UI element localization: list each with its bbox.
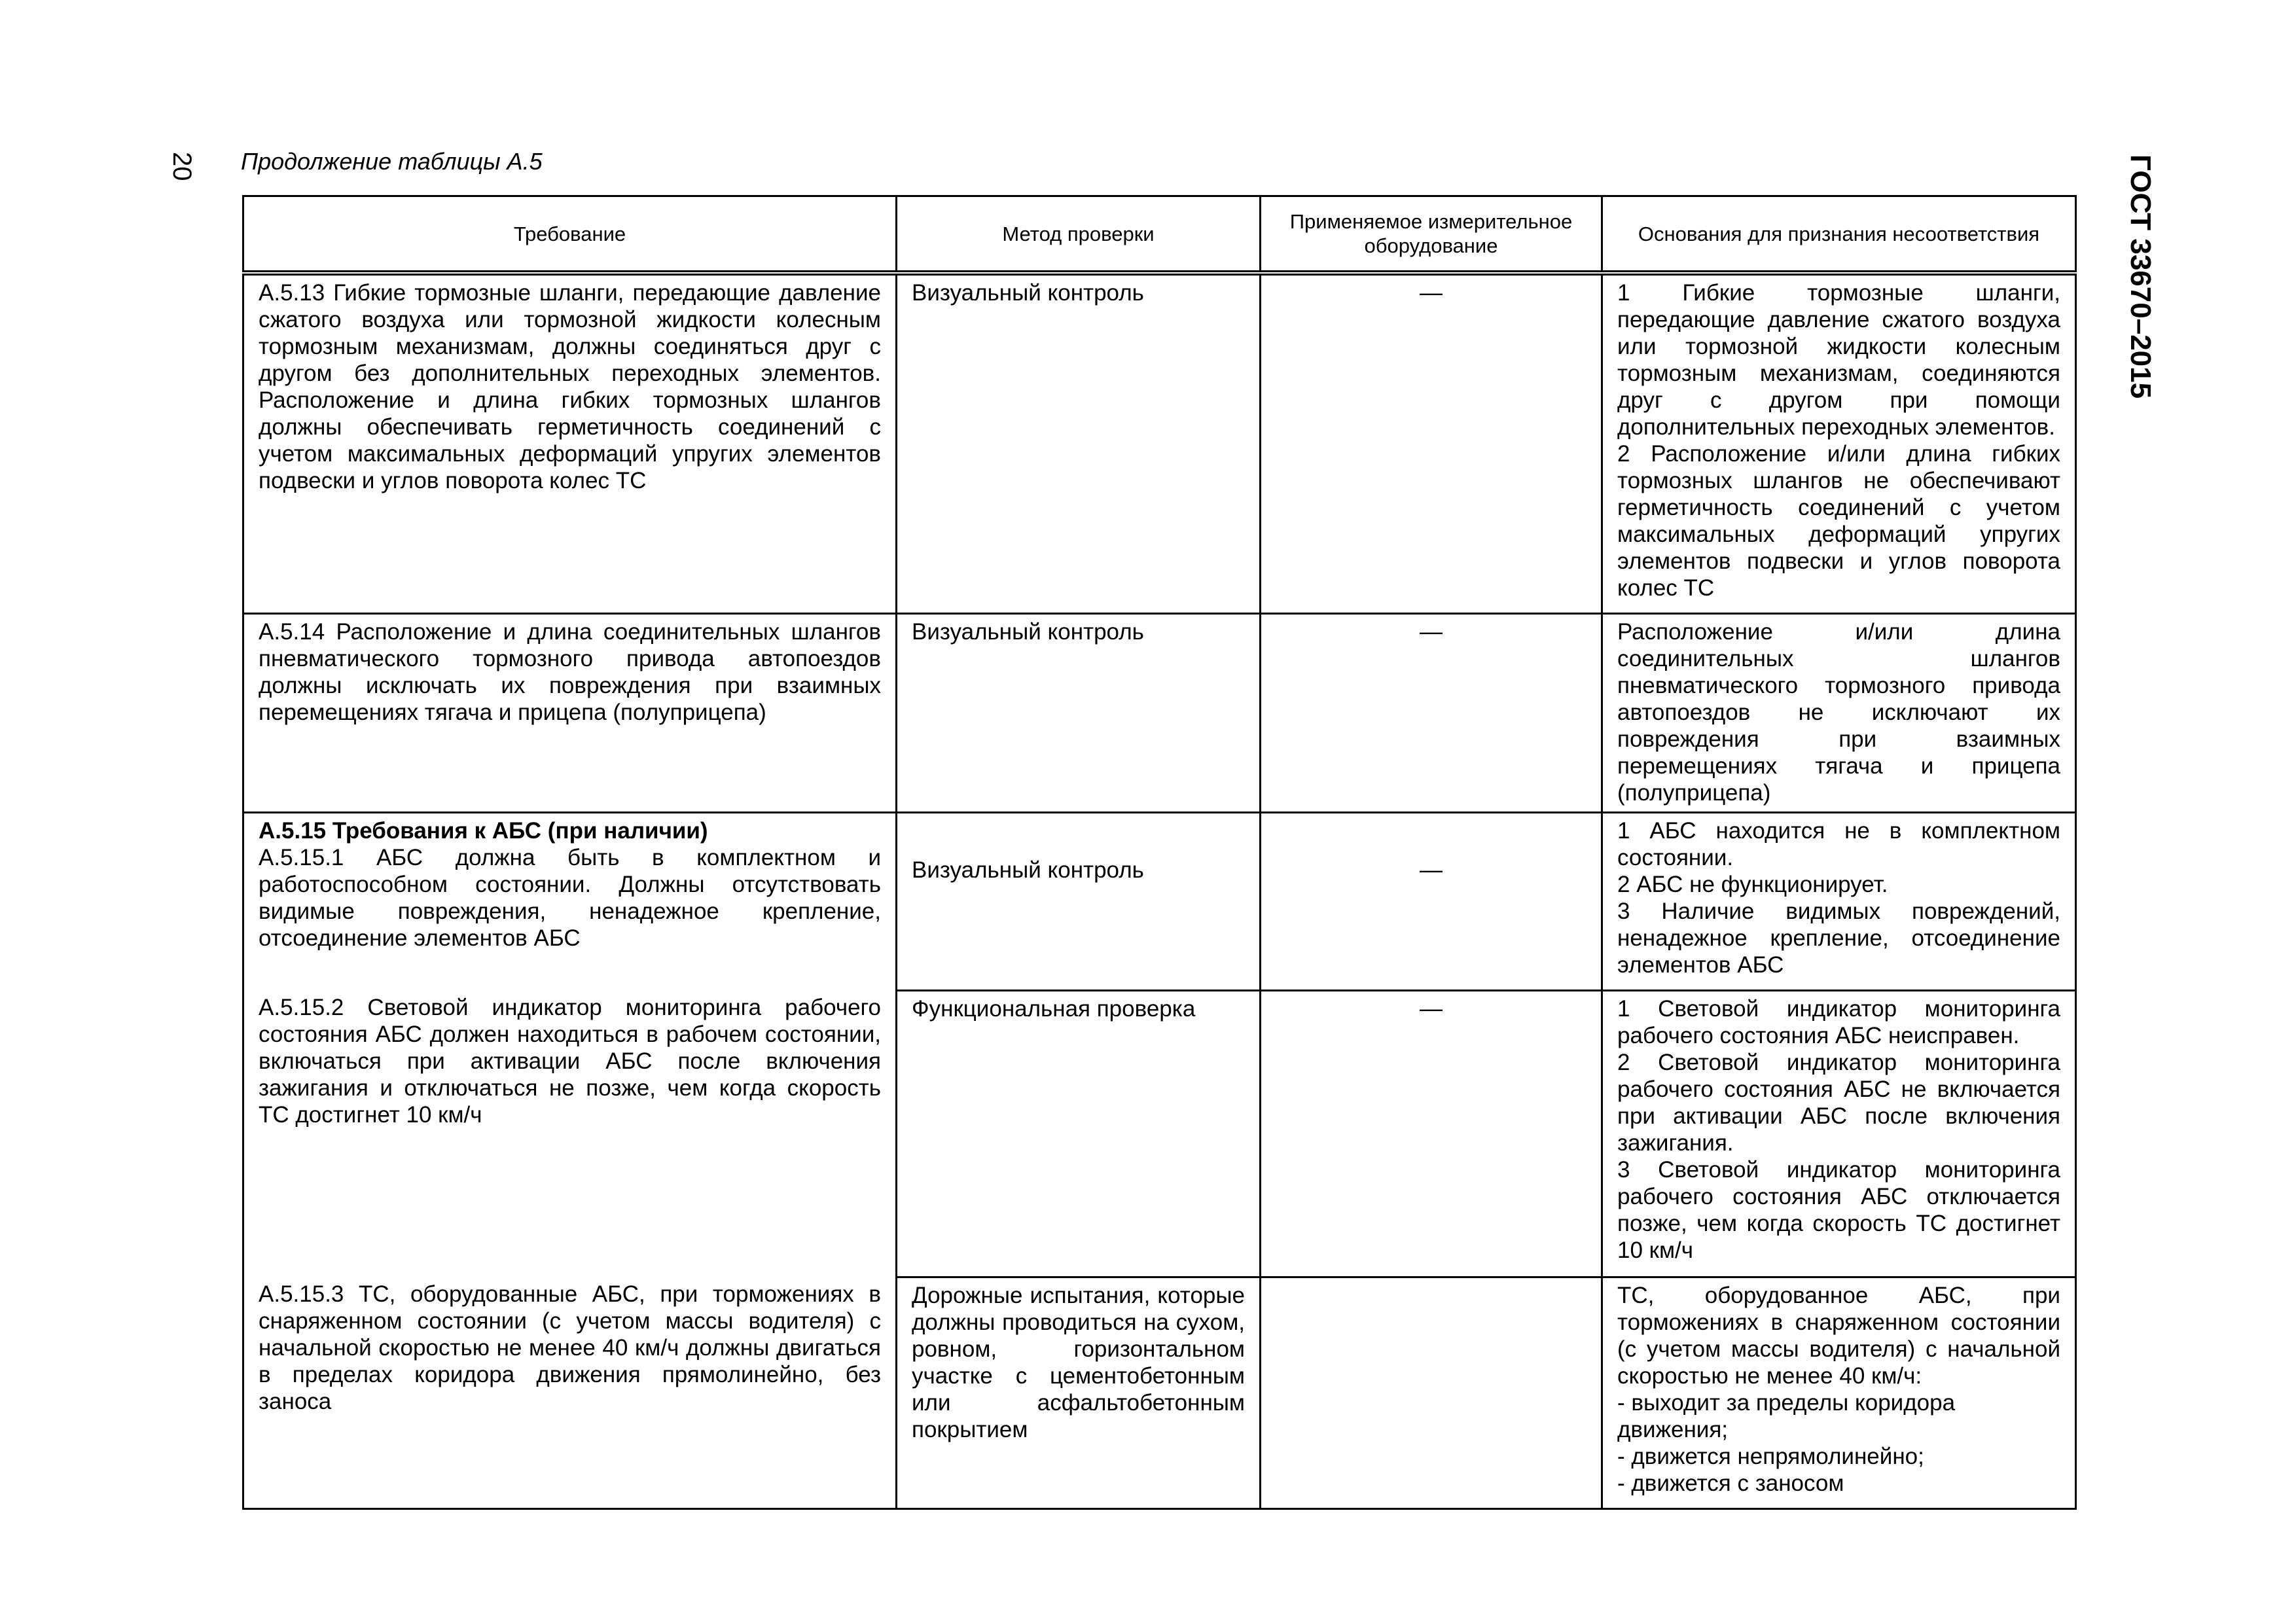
table-row [243, 990, 2076, 1277]
method-cell: Визуальный контроль [897, 273, 1261, 613]
section-heading: А.5.15 Требования к АБС (при наличии) [259, 817, 708, 844]
grounds-cell [1602, 812, 2076, 990]
equipment-cell: — [1261, 812, 1602, 990]
grounds-cell [1602, 273, 2076, 613]
grounds-item: 3 Наличие видимых повреждений, ненадежное крепление, отсоединение элементов АБС [1617, 898, 2060, 978]
grounds-item: Расположение и/или длина соединительных шлангов пневматического тормозного привода автопоездов не исключают их повреждения при взаимных перемещениях тягача и прицепа (полуприцепа) [1617, 618, 2060, 806]
grounds-item: - движется непрямолинейно; [1617, 1443, 1924, 1469]
requirement-cell [243, 812, 897, 990]
grounds-item: ТС, оборудованное АБС, при торможениях в снаряженном состоянии (с учетом массы водителя) с начальной скоростью не менее 40 км/ч: [1617, 1282, 2060, 1389]
requirement-cell: А.5.14 Расположение и длина соединительных шлангов пневматического тормозного привода автопоездов должны исключать их повреждения при взаимных перемещениях тягача и прицепа (полуприцепа) [243, 613, 897, 812]
grounds-cell [1602, 1277, 2076, 1508]
header-method: Метод проверки [897, 196, 1261, 274]
grounds-item: - выходит за пределы коридора движения; [1617, 1389, 1956, 1442]
equipment-cell: — [1261, 613, 1602, 812]
grounds-item: 1 Световой индикатор мониторинга рабочего состояния АБС неисправен. [1617, 995, 2060, 1048]
table-continuation-title: Продолжение таблицы А.5 [241, 148, 543, 175]
equipment-cell: — [1261, 273, 1602, 613]
grounds-cell [1602, 990, 2076, 1277]
method-cell: Дорожные испытания, которые должны проводиться на сухом, ровном, горизонтальном участке с цементобетонным или асфальтобетонным покрытием [897, 1277, 1261, 1508]
grounds-item: - движется с заносом [1617, 1470, 1844, 1496]
requirements-table [242, 195, 2077, 1510]
equipment-cell [1261, 1277, 1602, 1508]
grounds-item: 2 АБС не функционирует. [1617, 871, 1888, 897]
header-requirement: Требование [243, 196, 897, 274]
table-row [243, 1277, 2076, 1508]
table-row [243, 273, 2076, 613]
header-grounds: Основания для признания несоответствия [1602, 196, 2076, 274]
page-number: 20 [168, 152, 196, 181]
grounds-item: 2 Световой индикатор мониторинга рабочего состояния АБС не включается при активации АБС после включения зажигания. [1617, 1049, 2060, 1156]
header-equipment: Применяемое измерительное оборудование [1261, 196, 1602, 274]
requirement-cell: А.5.13 Гибкие тормозные шланги, передающие давление сжатого воздуха или тормозной жидкости колесным тормозным механизмам, должны соединяться друг с другом без дополнительных переходных элементов. Расположение и длина гибких тормозных шлангов должны обеспечивать герметичность соединений с учетом максимальных деформаций упругих элементов подвески и углов поворота колес ТС [243, 273, 897, 613]
grounds-item: 2 Расположение и/или длина гибких тормозных шлангов не обеспечивают герметичность соединений с учетом максимальных деформаций упругих элементов подвески и углов поворота колес ТС [1617, 441, 2060, 601]
grounds-item: 1 АБС находится не в комплектном состоянии. [1617, 817, 2060, 870]
method-cell: Визуальный контроль [897, 812, 1261, 990]
requirement-text: А.5.15.1 АБС должна быть в комплектном и работоспособном состоянии. Должны отсутствовать видимые повреждения, ненадежное крепление, отсоединение элементов АБС [259, 844, 881, 951]
grounds-item: 3 Световой индикатор мониторинга рабочего состояния АБС отключается позже, чем когда скорость ТС достигнет 10 км/ч [1617, 1156, 2060, 1263]
method-cell: Визуальный контроль [897, 613, 1261, 812]
method-cell: Функциональная проверка [897, 990, 1261, 1277]
standard-id: ГОСТ 33670–2015 [2125, 154, 2157, 399]
requirement-cell: А.5.15.3 ТС, оборудованные АБС, при торможениях в снаряженном состоянии (с учетом массы водителя) с начальной скоростью не менее 40 км/ч должны двигаться в пределах коридора движения прямолинейно, без заноса [243, 1277, 897, 1508]
equipment-cell: — [1261, 990, 1602, 1277]
table-row [243, 613, 2076, 812]
table-row [243, 812, 2076, 990]
requirement-cell: А.5.15.2 Световой индикатор мониторинга рабочего состояния АБС должен находиться в рабочем состоянии, включаться при активации АБС после включения зажигания и отключаться не позже, чем когда скорость ТС достигнет 10 км/ч [243, 990, 897, 1277]
table-header-row [243, 196, 2076, 274]
grounds-item: 1 Гибкие тормозные шланги, передающие давление сжатого воздуха или тормозной жидкости колесным тормозным механизмам, соединяются друг с другом при помощи дополнительных переходных элементов. [1617, 280, 2060, 440]
grounds-cell [1602, 613, 2076, 812]
